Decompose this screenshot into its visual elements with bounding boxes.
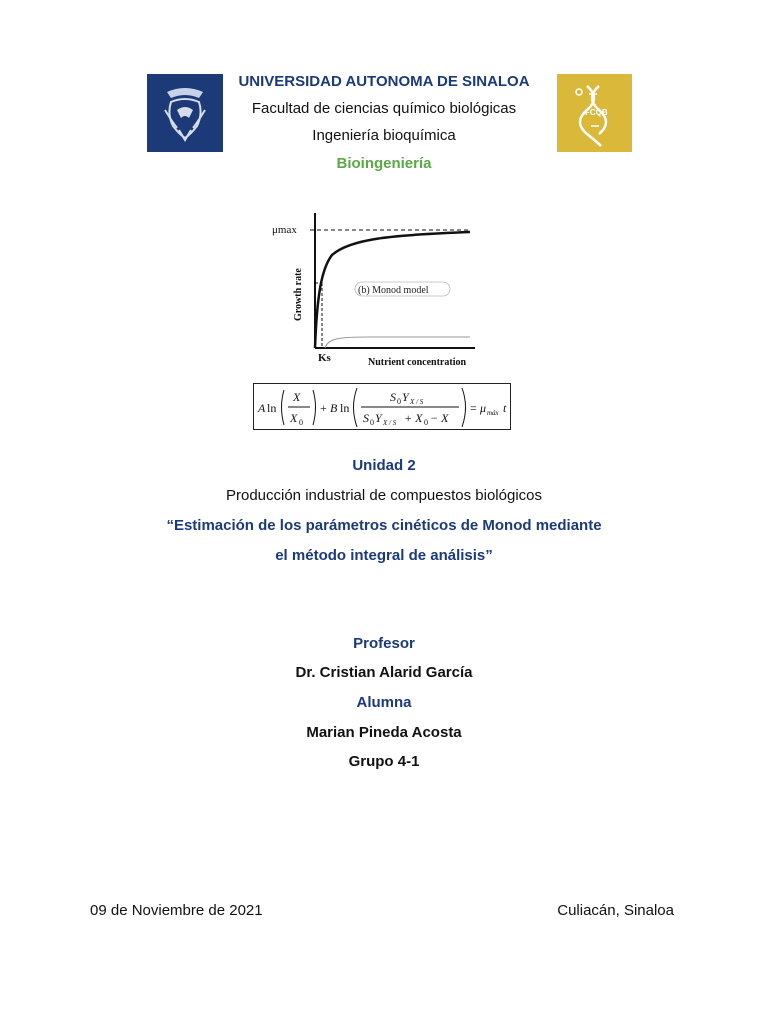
monod-figure <box>270 213 500 373</box>
eq-den2-ysub: X / S <box>383 419 397 427</box>
student-label: Alumna <box>356 694 412 711</box>
unit-title: Unidad 2 <box>352 457 416 474</box>
document-date: 09 de Noviembre de 2021 <box>90 902 263 919</box>
mu-max-label: μmax <box>272 224 297 236</box>
program-name: Ingeniería bioquímica <box>312 127 456 144</box>
unit-subtitle: Producción industrial de compuestos biológicos <box>225 487 542 504</box>
eq-num2-sub: 0 <box>397 397 401 406</box>
eq-t: t <box>503 401 507 415</box>
eq-mu-sub: máx <box>487 409 499 417</box>
eq-den2-rest: + X <box>404 411 423 425</box>
eq-b: B <box>330 401 338 415</box>
course-name: Bioingeniería <box>336 155 432 172</box>
professor-name: Dr. Cristian Alarid García <box>295 664 473 681</box>
eq-num2-ysub: X / S <box>410 398 424 406</box>
eq-den2-sub: 0 <box>370 418 374 427</box>
university-name: UNIVERSIDAD AUTONOMA DE SINALOA <box>238 73 530 90</box>
eq-num2-y: Y <box>402 390 409 404</box>
curve-label: (b) Monod model <box>358 285 429 296</box>
group-label: Grupo 4-1 <box>348 753 420 770</box>
ks-label: Ks <box>318 352 331 364</box>
professor-label: Profesor <box>353 635 415 652</box>
y-axis-label: Growth rate <box>293 268 304 321</box>
monod-curve-plot <box>270 213 500 373</box>
eq-num1: X <box>293 390 301 404</box>
eq-den1: X <box>290 411 298 425</box>
eq-den1-sub: 0 <box>299 418 303 427</box>
topic-line-1: “Estimación de los parámetros cinéticos de Monod mediante <box>166 517 602 534</box>
eq-ln2: ln <box>340 401 350 415</box>
eq-num2: S <box>390 390 396 404</box>
eq-ln1: ln <box>267 401 277 415</box>
eq-den2-rest-sub: 0 <box>424 418 428 427</box>
x-axis-label: Nutrient concentration <box>368 357 467 368</box>
fcqb-logo <box>557 74 632 152</box>
faculty-name: Facultad de ciencias químico biológicas <box>251 100 517 117</box>
eq-mu: μ <box>480 401 487 415</box>
equation-render <box>254 384 512 431</box>
eq-den2: S <box>363 411 369 425</box>
eq-den2-minus: − X <box>430 411 449 425</box>
integral-equation <box>253 383 511 430</box>
student-name: Marian Pineda Acosta <box>306 724 462 741</box>
eq-a: A <box>258 401 266 415</box>
eq-plus: + <box>320 401 327 415</box>
document-place: Culiacán, Sinaloa <box>557 902 674 919</box>
eq-den2-y: Y <box>375 411 382 425</box>
lower-curve <box>325 337 470 348</box>
logo-text: FCQB <box>585 108 608 117</box>
topic-line-2: el método integral de análisis” <box>275 547 493 564</box>
eq-equals: = <box>470 401 477 415</box>
